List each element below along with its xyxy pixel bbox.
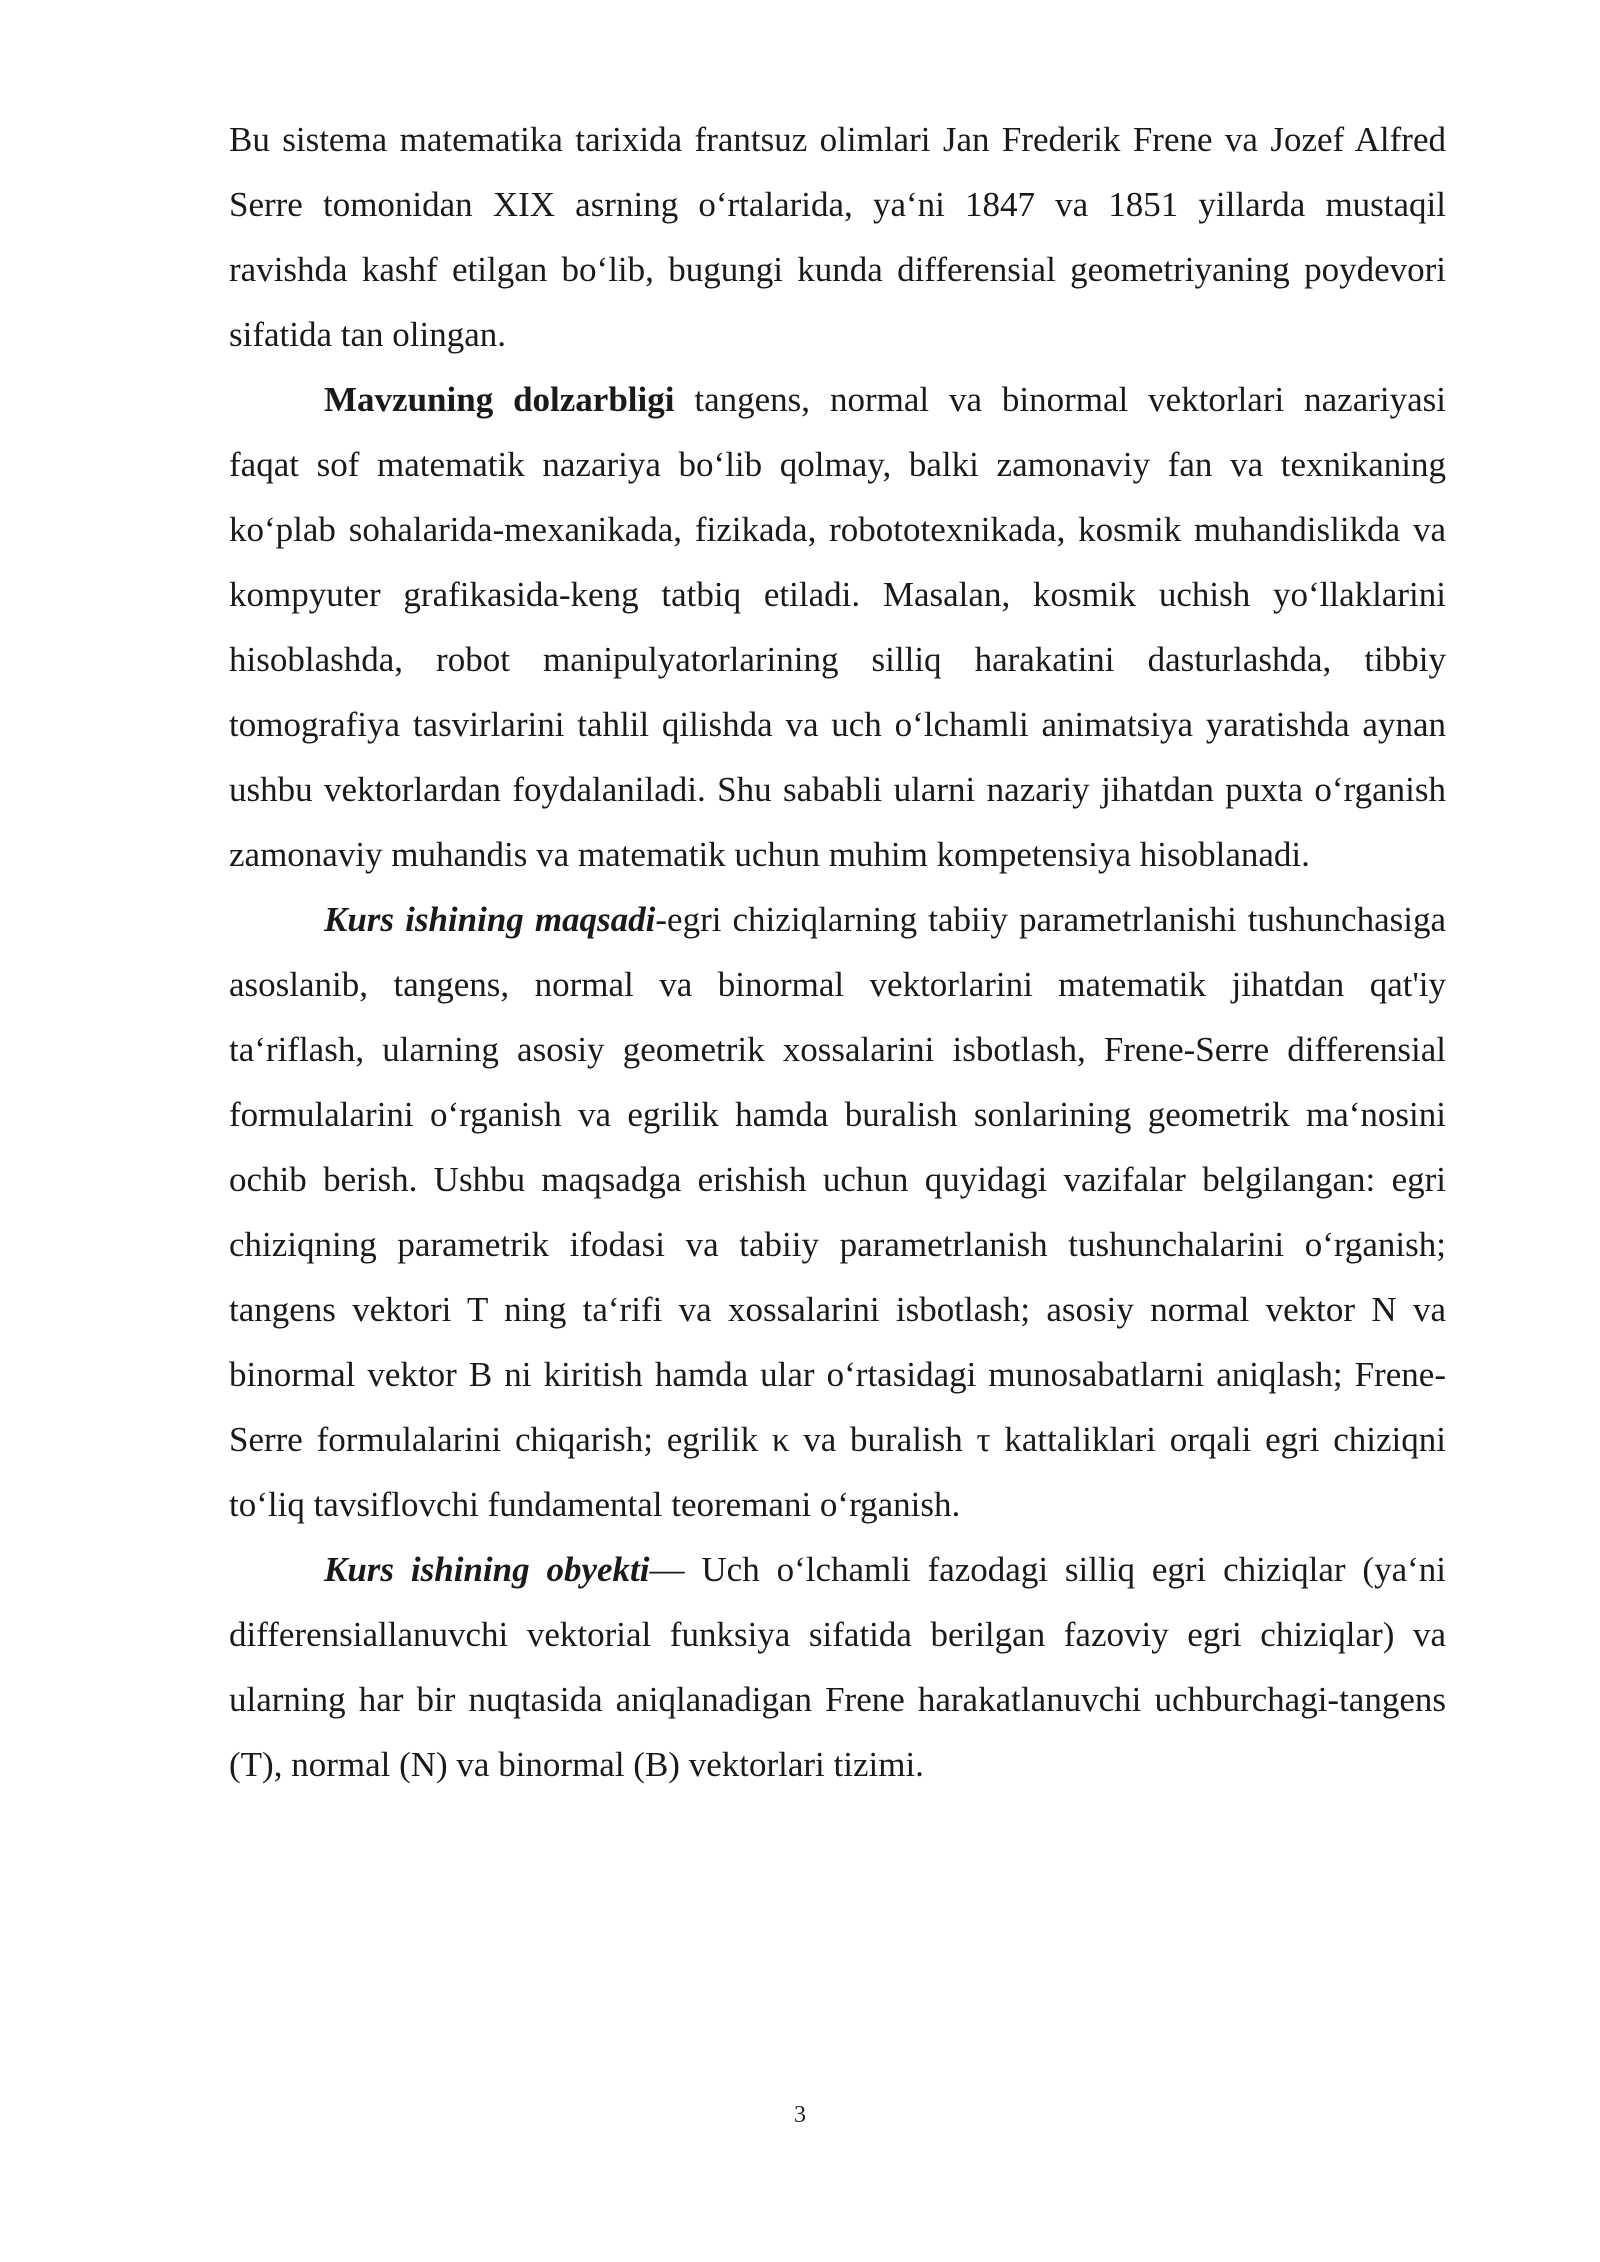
object-heading: Kurs ishining obyekti xyxy=(324,1550,650,1589)
paragraph-history xyxy=(229,107,1446,367)
relevance-heading: Mavzuning dolzarbligi xyxy=(324,380,675,419)
page-body xyxy=(229,107,1446,1797)
paragraph-goal xyxy=(229,887,1446,1537)
object-text: — Uch o‘lchamli fazodagi silliq egri chiziqlar (ya‘ni differensiallanuvchi vektorial funksiya sifatida berilgan fazoviy egri chiziqlar) va ularning har bir nuqtasida aniqlanadigan Frene harakatlanuvchi uchburchagi-tangens (T), normal (N) va binormal (B) vektorlari tizimi. xyxy=(229,1550,1446,1784)
goal-heading: Kurs ishining maqsadi xyxy=(324,900,656,939)
goal-text: -egri chiziqlarning tabiiy parametrlanishi tushunchasiga asoslanib, tangens, normal va binormal vektorlarini matematik jihatdan qat'iy ta‘riflash, ularning asosiy geometrik xossalarini isbotlash, Frene-Serre differensial formulalarini o‘rganish va egrilik hamda buralish sonlarining geometrik ma‘nosini ochib berish. Ushbu maqsadga erishish uchun quyidagi vazifalar belgilangan: egri chiziqning parametrik ifodasi va tabiiy parametrlanish tushunchalarini o‘rganish; tangens vektori T ning ta‘rifi va xossalarini isbotlash; asosiy normal vektor N va binormal vektor B ni kiritish hamda ular o‘rtasidagi munosabatlarni aniqlash; Frene-Serre formulalarini chiqarish; egrilik κ va buralish τ kattaliklari orqali egri chiziqni to‘liq tavsiflovchi fundamental teoremani o‘rganish. xyxy=(229,900,1446,1524)
paragraph-object xyxy=(229,1537,1446,1797)
page-number: 3 xyxy=(794,2102,806,2128)
relevance-text: tangens, normal va binormal vektorlari nazariyasi faqat sof matematik nazariya bo‘lib qolmay, balki zamonaviy fan va texnikaning ko‘plab sohalarida-mexanikada, fizikada, robototexnikada, kosmik muhandislikda va kompyuter grafikasida-keng tatbiq etiladi. Masalan, kosmik uchish yo‘llaklarini hisoblashda, robot manipulyatorlarining silliq harakatini dasturlashda, tibbiy tomografiya tasvirlarini tahlil qilishda va uch o‘lchamli animatsiya yaratishda aynan ushbu vektorlardan foydalaniladi. Shu sababli ularni nazariy jihatdan puxta o‘rganish zamonaviy muhandis va matematik uchun muhim kompetensiya hisoblanadi. xyxy=(229,380,1446,874)
paragraph-history-text: Bu sistema matematika tarixida frantsuz olimlari Jan Frederik Frene va Jozef Alfred Serre tomonidan XIX asrning o‘rtalarida, ya‘ni 1847 va 1851 yillarda mustaqil ravishda kashf etilgan bo‘lib, bugungi kunda differensial geometriyaning poydevori sifatida tan olingan. xyxy=(229,120,1446,354)
paragraph-relevance xyxy=(229,367,1446,887)
